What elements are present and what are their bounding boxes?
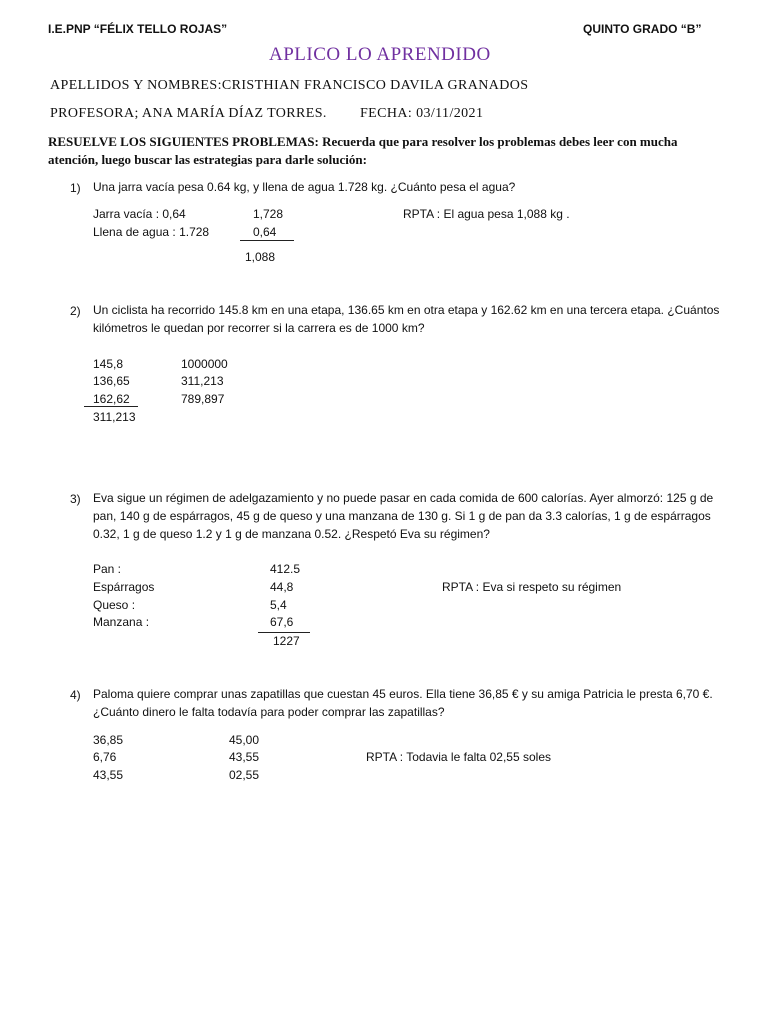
school-name: I.E.PNP “FÉLIX TELLO ROJAS” [48,22,228,36]
p1-minuend: 1,728 [253,207,284,221]
p2-addend-1: 145,8 [93,357,124,371]
date-line: FECHA: 03/11/2021 [360,106,484,121]
p1-sum-line [240,240,294,241]
p3-item-value: 44,8 [270,580,294,594]
p2-addend-2: 136,65 [93,374,130,388]
p2-total-distance: 1000000 [181,357,228,371]
p4-addend-2: 6,76 [93,750,117,764]
p2-sum-line [84,406,138,407]
p3-item-label: Queso : [93,598,136,612]
p1-result: 1,088 [245,250,276,264]
p3-sum-line [258,632,310,633]
p4-price: 45,00 [229,733,260,747]
p3-item-value: 412.5 [270,562,301,576]
page-title: APLICO LO APRENDIDO [269,44,491,65]
problem-number: 4) [70,688,81,702]
p1-subtrahend: 0,64 [253,225,277,239]
p3-item-value: 67,6 [270,615,294,629]
problem-4-question: Paloma quiere comprar unas zapatillas que cuestan 45 euros. Ella tiene 36,85 € y su amiga Patricia le presta 6,70 €. ¿Cuánto dinero le falta todavía para poder comprar las zapatillas? [93,687,713,719]
p3-answer: RPTA : Eva si respeto su régimen [442,580,622,594]
student-name-line: APELLIDOS Y NOMBRES:CRISTHIAN FRANCISCO DAVILA GRANADOS [50,78,529,93]
p3-item-value: 5,4 [270,598,287,612]
p2-sum: 311,213 [93,410,136,424]
p3-item-label: Manzana : [93,615,150,629]
p4-missing: 02,55 [229,768,260,782]
instructions [48,133,728,169]
p1-work-line-1: Jarra vacía : 0,64 [93,207,186,221]
p1-answer: RPTA : El agua pesa 1,088 kg . [403,207,570,221]
p2-traveled: 311,213 [181,374,224,388]
p2-addend-3: 162,62 [93,392,130,406]
problem-1-question: Una jarra vacía pesa 0.64 kg, y llena de agua 1.728 kg. ¿Cuánto pesa el agua? [93,180,516,194]
p4-addend-1: 36,85 [93,733,124,747]
p1-work-line-2: Llena de agua : 1.728 [93,225,210,239]
grade-label: QUINTO GRADO “B” [583,22,702,36]
problem-3-question: Eva sigue un régimen de adelgazamiento y no puede pasar en cada comida de 600 calorías. Ayer almorzó: 125 g de pan, 140 g de espárragos, 45 g de queso y una manzana de 130 g. Si 1 g de pan da 3.3 calorías, 1 g de espárragos 0.32, 1 g de queso 1.2 y 1 g de manzana 0.52. ¿Respetó Eva su régimen? [93,491,714,541]
problem-number: 3) [70,492,81,506]
p2-remaining: 789,897 [181,392,225,406]
problem-number: 2) [70,304,81,318]
p3-item-label: Pan : [93,562,122,576]
problem-number: 1) [70,181,81,195]
p4-has: 43,55 [229,750,260,764]
instructions-lead: RESUELVE LOS SIGUIENTES PROBLEMAS: [48,134,319,149]
p3-item-label: Espárragos [93,580,155,594]
p3-total: 1227 [273,634,300,648]
instructions-text: Recuerda que para resolver los problemas debes leer con mucha atención, luego buscar las estrategias para darle solución: [48,134,678,167]
teacher-line: PROFESORA; ANA MARÍA DÍAZ TORRES. [50,106,327,121]
p4-sum: 43,55 [93,768,124,782]
p4-answer: RPTA : Todavia le falta 02,55 soles [366,750,551,764]
problem-2-question: Un ciclista ha recorrido 145.8 km en una etapa, 136.65 km en otra etapa y 162.62 km en una tercera etapa. ¿Cuántos kilómetros le quedan por recorrer si la carrera es de 1000 km? [93,303,720,335]
